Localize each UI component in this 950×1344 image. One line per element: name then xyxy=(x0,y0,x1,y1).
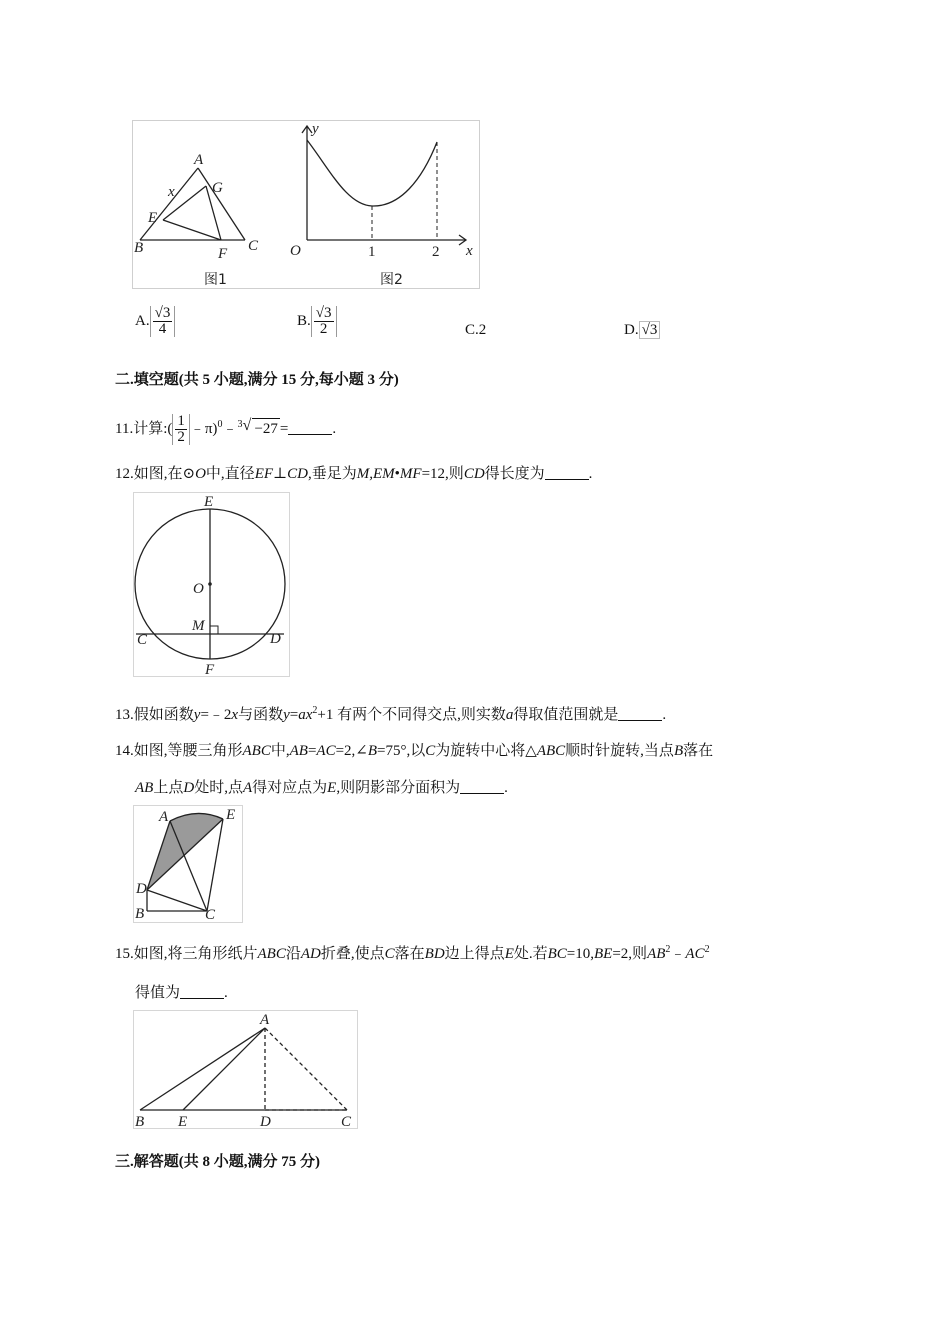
q15-label-E: E xyxy=(178,1114,188,1130)
q14-line-2: AB上点D处时,点A得对应点为E,则阴影部分面积为 . xyxy=(135,780,508,796)
q15-answer-blank xyxy=(180,984,224,999)
fig2-label-O: O xyxy=(290,243,301,259)
option-a-fraction: $\frac{√3}{4}$ xyxy=(150,306,176,337)
fig2-label-x: x xyxy=(466,243,473,259)
q15-label-D: D xyxy=(260,1114,271,1130)
q14-answer-blank xyxy=(460,779,504,794)
section-2-heading: 二.填空题(共 5 小题,满分 15 分,每小题 3 分) xyxy=(115,372,399,388)
section-3-heading: 三.解答题(共 8 小题,满分 75 分) xyxy=(115,1154,320,1170)
q15-label-C: C xyxy=(341,1114,352,1130)
q15-label-A: A xyxy=(260,1012,270,1028)
fig2-curve xyxy=(307,140,437,206)
q14-label-A: A xyxy=(159,809,169,825)
q12-right-angle xyxy=(210,626,218,634)
q14-figure xyxy=(133,805,245,925)
q14-label-B: B xyxy=(135,906,145,922)
fig2-axes xyxy=(302,126,466,245)
fig2-label-1: 1 xyxy=(368,244,376,260)
fig2-label-y: y xyxy=(312,121,319,137)
fig1-label-G: G xyxy=(212,180,223,196)
q11-answer-blank xyxy=(288,420,332,435)
q12-figure xyxy=(133,492,293,680)
q11: 11.计算:( $\frac{1}{2}$ ﹣π)$^0$﹣$^3$ √ −27 = . xyxy=(115,413,337,445)
q14-line-1: 14.如图,等腰三角形ABC中,AB=AC=2,∠B=75°,以C为旋转中心将△ABC顺时针旋转,当点B落在 xyxy=(115,743,714,759)
q11-cube-root: √ −27 xyxy=(242,416,278,437)
fig1-label-B: B xyxy=(134,240,144,256)
q10-option-b: B. $\frac{√3}{2}$ xyxy=(297,306,337,337)
q13: 13.假如函数y=﹣2x与函数$y=ax^2+1$ 有两个不同得交点,则实数a得取值范围就是 . xyxy=(115,705,667,723)
q15-line-2: 得值为 . xyxy=(135,985,228,1001)
q15-label-B: B xyxy=(135,1114,145,1130)
fig2-caption: 图2 xyxy=(380,272,403,288)
fig1-label-E: E xyxy=(148,210,158,226)
q12: 12.如图,在⊙O中,直径EF⊥CD,垂足为M,EM•MF=12,则CD得长度为 . xyxy=(115,466,593,482)
q14-label-C: C xyxy=(205,907,216,923)
option-b-fraction: $\frac{√3}{2}$ xyxy=(311,306,337,337)
fig1-label-F: F xyxy=(218,246,228,262)
q10-option-d: D. √3 xyxy=(624,322,660,339)
fig1-label-x: x xyxy=(168,184,175,200)
fig1-triangle xyxy=(140,168,245,240)
fig1-label-A: A xyxy=(194,152,204,168)
q12-label-E: E xyxy=(204,494,214,510)
q12-answer-blank xyxy=(545,465,589,480)
fig2-label-2: 2 xyxy=(432,244,440,260)
q12-label-C: C xyxy=(137,632,148,648)
figure-frame xyxy=(133,121,480,289)
q12-label-O: O xyxy=(193,581,204,597)
q10-option-a: A. $\frac{√3}{4}$ xyxy=(135,306,175,337)
q15-line-1: 15.如图,将三角形纸片ABC沿AD折叠,使点C落在BD边上得点E处.若BC=10,BE=2,则$AB^2﹣AC^2$ xyxy=(115,944,710,962)
q11-fraction: $\frac{1}{2}$ xyxy=(172,414,190,445)
q12-label-F: F xyxy=(205,662,215,678)
q12-label-D: D xyxy=(270,631,281,647)
q14-label-D: D xyxy=(136,881,147,897)
q15-figure xyxy=(133,1010,361,1132)
q12-label-M: M xyxy=(192,618,205,634)
q14-label-E: E xyxy=(226,807,236,823)
q10-figure xyxy=(132,120,482,292)
q10-option-c: C.2 xyxy=(465,322,487,338)
fig1-caption: 图1 xyxy=(204,272,227,288)
q12-center-dot xyxy=(208,582,212,586)
q13-answer-blank xyxy=(618,706,662,721)
fig1-label-C: C xyxy=(248,238,259,254)
